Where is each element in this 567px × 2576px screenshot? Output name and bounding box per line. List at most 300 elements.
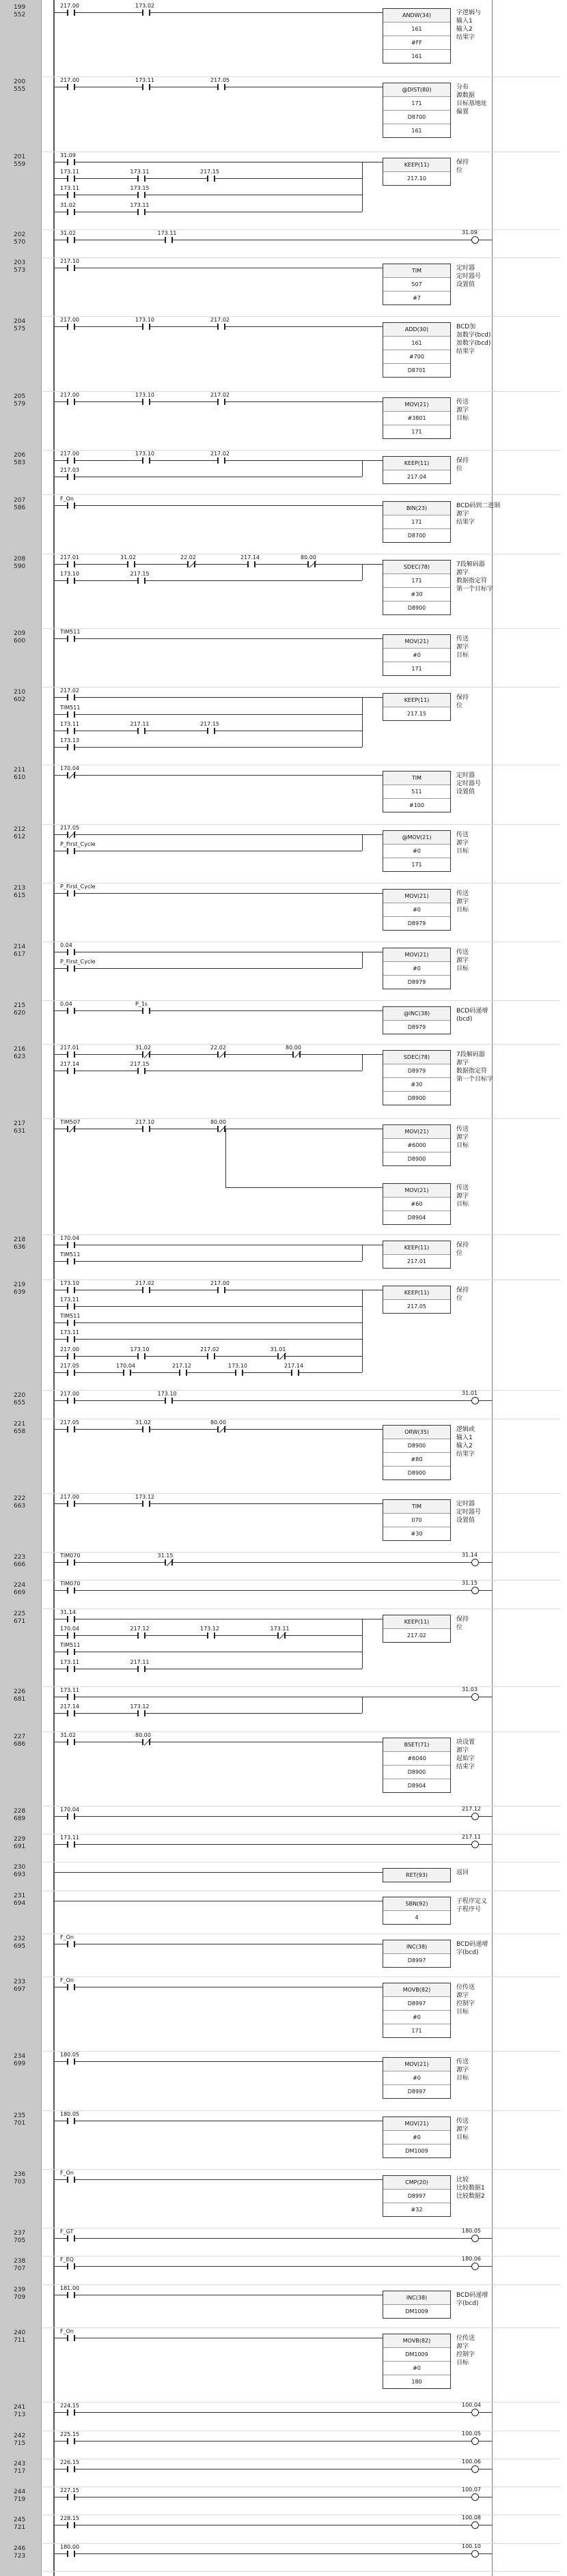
no-contact [67, 890, 75, 896]
instruction-block [383, 1615, 451, 1643]
rung-wire [55, 1816, 471, 1817]
instruction-operand: D8997 [407, 2089, 426, 2095]
rung-address: 669 [14, 1589, 26, 1597]
branch-wire [362, 162, 363, 212]
rung-number: 222 [14, 1495, 26, 1502]
no-contact [67, 324, 75, 330]
instruction-comment: 传送 [456, 831, 469, 838]
coil-label: 31.03 [462, 1686, 478, 1693]
output-coil [471, 1841, 479, 1848]
contact-label: 228.15 [60, 2515, 79, 2522]
rung-address: 552 [14, 12, 26, 18]
instruction-comment: 数据指定符 [456, 1067, 488, 1075]
ladder-rung [0, 1807, 567, 1835]
instruction-block [383, 397, 451, 439]
instruction-operand: #0 [383, 2362, 450, 2375]
nc-contact [217, 1126, 225, 1132]
instruction-comment: 传送 [456, 398, 469, 406]
instruction-operand: #6040 [383, 1752, 450, 1766]
instruction-block [383, 2057, 451, 2099]
instruction-operand: D8900 [407, 1155, 426, 1162]
nc-contact [187, 561, 195, 567]
no-contact [127, 561, 135, 567]
instruction-block [383, 889, 451, 931]
instruction-comment: 目标 [456, 414, 469, 422]
ladder-rung [0, 554, 567, 629]
output-coil [471, 2493, 479, 2501]
contact-label: 80.00 [286, 1044, 301, 1051]
instruction-operand: #30 [411, 1530, 423, 1537]
instruction-block [383, 1124, 451, 1166]
ladder-rung [0, 1835, 567, 1863]
instruction-block [383, 1738, 451, 1793]
instruction-operand: #7 [413, 295, 421, 302]
instruction-operand: 507 [383, 278, 450, 292]
rung-address: 615 [14, 892, 26, 899]
rung-address: 612 [14, 833, 26, 840]
ladder-rung [0, 2544, 567, 2572]
ladder-rung [0, 2170, 567, 2228]
contact-label: 217.15 [130, 1060, 150, 1067]
rung-address: 695 [14, 1942, 26, 1950]
instruction-operand: 217.02 [407, 1632, 426, 1639]
contact-label: 217.00 [60, 3, 79, 9]
instruction-block [383, 8, 451, 63]
contact-label: 217.05 [210, 77, 230, 84]
instruction-operand: 217.05 [407, 1303, 426, 1310]
rung-address: 663 [14, 1502, 26, 1510]
instruction-mnemonic: MOV(21) [383, 635, 450, 649]
rung-address: 586 [14, 504, 26, 511]
coil-label: 100.07 [462, 2487, 481, 2493]
no-contact [67, 1616, 75, 1622]
contact-label: 173.11 [130, 168, 150, 175]
instruction-comment: 子程序定义 [456, 1897, 488, 1905]
ladder-rung [0, 230, 567, 258]
instruction-operand: D8700 [383, 111, 450, 124]
rung-number: 199 [14, 4, 26, 11]
contact-label: 217.00 [60, 77, 79, 84]
branch-wire [362, 1245, 363, 1261]
instruction-operand: #100 [409, 802, 424, 809]
contact-label: 80.00 [135, 1731, 151, 1738]
instruction-block [383, 322, 451, 378]
instruction-comment: 输入1 [456, 18, 473, 25]
no-contact [67, 457, 75, 464]
no-contact [67, 399, 75, 405]
rung-address: 570 [14, 238, 26, 246]
rung-wire [55, 580, 362, 581]
coil-wire [479, 2266, 492, 2267]
ladder-rung [0, 688, 567, 765]
no-contact [67, 1353, 75, 1359]
instruction-comment: 位传送 [456, 2334, 475, 2342]
contact-label: 217.11 [130, 1658, 150, 1665]
no-contact [207, 1632, 215, 1639]
contact-label: 173.11 [60, 720, 79, 727]
rung-address: 658 [14, 1428, 26, 1435]
ladder-rung [0, 2256, 567, 2284]
nc-contact [217, 1426, 225, 1432]
coil-label: 217.12 [462, 1805, 481, 1812]
instruction-comment: 输入2 [456, 26, 473, 33]
rung-wire [55, 1339, 362, 1340]
coil-label: 31.09 [462, 229, 478, 236]
no-contact [67, 209, 75, 215]
rung-address: 583 [14, 459, 26, 466]
contact-label: 217.00 [60, 391, 79, 398]
instruction-operand: 171 [383, 97, 450, 111]
contact-label: 217.02 [135, 1279, 154, 1286]
instruction-comment: 目标 [456, 847, 469, 855]
instruction-comment: 定时器号 [456, 780, 482, 788]
instruction-mnemonic: MOV(21) [383, 2058, 450, 2071]
contact-label: 217.00 [60, 1346, 79, 1353]
no-contact [67, 1370, 75, 1376]
rung-wire [55, 1306, 362, 1307]
contact-label: 173.11 [60, 1835, 79, 1841]
rung-wire [55, 1590, 471, 1591]
instruction-comment: 结果字 [456, 348, 475, 356]
ladder-rung [0, 1863, 567, 1891]
instruction-mnemonic: SDEC(78) [383, 1051, 450, 1064]
instruction-operand: #0 [383, 845, 450, 858]
rung-address: 617 [14, 951, 26, 959]
contact-label: 217.00 [210, 1279, 230, 1286]
contact-label: 173.15 [130, 185, 150, 192]
rung-address: 691 [14, 1843, 26, 1851]
contact-label: 170.04 [60, 1626, 79, 1632]
instruction-comment: 第一个目标字 [456, 1075, 494, 1083]
no-contact [67, 1320, 75, 1326]
no-contact [67, 561, 75, 567]
instruction-mnemonic: MOVB(82) [383, 2334, 450, 2348]
instruction-comment: 目标 [456, 906, 469, 914]
no-contact [67, 2118, 75, 2124]
branch-wire [225, 1129, 226, 1187]
rung-number: 246 [14, 2545, 26, 2552]
no-contact [67, 1051, 75, 1058]
instruction-comment: 源字 [456, 510, 469, 518]
instruction-operand: 171 [411, 2028, 422, 2035]
output-coil [471, 1587, 479, 1594]
contact-label: 217.10 [135, 1118, 154, 1125]
rung-address: 573 [14, 267, 26, 274]
coil-label: 180.05 [462, 2228, 481, 2235]
no-contact [235, 1370, 243, 1376]
instruction-comment: 比较 [456, 2176, 469, 2183]
contact-label: 217.01 [60, 554, 79, 561]
output-coil [471, 2437, 479, 2445]
instruction-comment: 目标 [456, 2075, 469, 2082]
contact-label: 22.02 [180, 554, 196, 561]
instruction-block [383, 501, 451, 543]
branch-wire [362, 1290, 363, 1372]
no-contact [142, 399, 150, 405]
contact-label: 173.11 [60, 1329, 79, 1336]
instruction-comment: 源字 [456, 957, 469, 965]
coil-wire [479, 1562, 492, 1563]
contact-label: 31.02 [135, 1419, 151, 1426]
instruction-comment: 目标 [456, 1201, 469, 1208]
rung-address: 717 [14, 2467, 26, 2475]
instruction-block [383, 1499, 451, 1541]
instruction-operand: #6000 [383, 1139, 450, 1152]
instruction-mnemonic: KEEP(11) [383, 158, 450, 172]
rung-number: 244 [14, 2489, 26, 2496]
no-contact [67, 1559, 75, 1566]
instruction-mnemonic: @MOV(21) [383, 831, 450, 845]
no-contact [217, 457, 225, 464]
contact-label: F_EQ [60, 2256, 74, 2263]
coil-label: 100.08 [462, 2515, 481, 2521]
rung-wire [55, 775, 383, 776]
rung-address: 681 [14, 1695, 26, 1703]
no-contact [179, 1370, 187, 1376]
instruction-operand: D8701 [407, 367, 426, 374]
instruction-operand: 217.01 [407, 1258, 426, 1264]
instruction-mnemonic: TIM [383, 264, 450, 278]
coil-label: 31.15 [462, 1580, 478, 1587]
instruction-comment: 目标 [456, 1142, 469, 1149]
branch-wire [362, 697, 363, 747]
coil-label: 100.10 [462, 2543, 481, 2549]
instruction-comment: 传送 [456, 1185, 469, 1192]
nc-contact [292, 1051, 301, 1058]
ladder-rung [0, 2487, 567, 2515]
rung-address: 559 [14, 160, 26, 168]
contact-label: 170.04 [60, 765, 79, 772]
instruction-operand: 161 [411, 53, 422, 59]
rung-address: 697 [14, 1986, 26, 1994]
instruction-comment: BCD加 [456, 324, 476, 331]
contact-label: 217.14 [60, 1060, 79, 1067]
rung-number: 237 [14, 2230, 26, 2237]
ladder-rung [0, 496, 567, 554]
rung-number: 238 [14, 2258, 26, 2265]
instruction-comment: 目标基地址 [456, 100, 488, 108]
rung-number: 201 [14, 153, 26, 160]
instruction-operand: #0 [383, 649, 450, 662]
rung-wire [55, 2266, 471, 2267]
rung-address: 713 [14, 2411, 26, 2419]
instruction-comment: BCD码递增 [456, 1940, 488, 1948]
instruction-mnemonic: MOV(21) [383, 1184, 450, 1198]
no-contact [67, 2466, 75, 2472]
instruction-comment: 目标 [456, 652, 469, 660]
contact-label: 217.15 [200, 720, 219, 727]
ladder-rung [0, 1687, 567, 1732]
instruction-operand: 180 [411, 2378, 422, 2385]
rung-number: 206 [14, 451, 26, 459]
contact-label: 180.00 [60, 2543, 79, 2550]
instruction-comment: 源字 [456, 898, 469, 905]
rung-address: 707 [14, 2265, 26, 2273]
contact-label: 173.10 [60, 1279, 79, 1286]
no-contact [67, 84, 75, 90]
nc-contact [142, 1739, 150, 1745]
rung-number: 234 [14, 2053, 26, 2061]
instruction-mnemonic: ORW(35) [383, 1426, 450, 1439]
rung-address: 694 [14, 1899, 26, 1907]
no-contact [207, 175, 215, 182]
instruction-comment: 源字 [456, 406, 469, 414]
contact-label: TIM511 [60, 1642, 81, 1649]
contact-label: 217.00 [60, 317, 79, 324]
instruction-comment: 源数据 [456, 92, 475, 100]
instruction-mnemonic: KEEP(11) [383, 1615, 450, 1629]
contact-label: TIM507 [60, 1118, 81, 1125]
contact-label: 173.11 [60, 1686, 79, 1693]
no-contact [137, 728, 146, 734]
contact-label: 217.11 [130, 720, 150, 727]
rung-address: 655 [14, 1400, 26, 1407]
instruction-comment: 目标 [456, 2134, 469, 2141]
contact-label: 173.11 [60, 185, 79, 192]
rung-number: 229 [14, 1836, 26, 1843]
rung-address: 703 [14, 2178, 26, 2185]
instruction-mnemonic: KEEP(11) [383, 457, 450, 470]
rung-wire [55, 1010, 383, 1011]
no-contact [247, 561, 255, 567]
instruction-mnemonic: ANDW(34) [383, 9, 450, 23]
rung-wire [55, 1872, 383, 1873]
rung-wire [55, 2179, 383, 2180]
rung-address: 715 [14, 2439, 26, 2447]
rung-wire [55, 505, 383, 506]
instruction-mnemonic: MOVB(82) [383, 1983, 450, 1997]
contact-label: P_First_Cycle [60, 959, 96, 965]
instruction-mnemonic: MOV(21) [383, 398, 450, 412]
no-contact [67, 2335, 75, 2341]
instruction-comment: 设置值 [456, 789, 475, 796]
output-coil [471, 1813, 479, 1820]
no-contact [142, 1426, 150, 1432]
no-contact [137, 1068, 146, 1074]
rung-number: 220 [14, 1392, 26, 1400]
rung-number: 245 [14, 2517, 26, 2524]
rung-wire [55, 968, 362, 969]
contact-label: 0.04 [60, 1001, 72, 1008]
contact-label: 180.05 [60, 2110, 79, 2117]
ladder-rung [0, 258, 567, 317]
instruction-comment: 传送 [456, 1125, 469, 1133]
no-contact [67, 2292, 75, 2298]
rung-wire [55, 1372, 362, 1373]
contact-label: 217.00 [60, 1391, 79, 1398]
instruction-operand: #0 [383, 2131, 450, 2145]
instruction-comment: 控制字 [456, 2351, 475, 2358]
contact-label: 173.11 [60, 168, 79, 175]
contact-label: 0.04 [60, 942, 72, 949]
no-contact [67, 1739, 75, 1745]
rung-wire [55, 2553, 471, 2554]
rung-number: 242 [14, 2432, 26, 2439]
instruction-block [383, 1940, 451, 1968]
contact-label: 217.12 [172, 1363, 191, 1370]
rung-wire [55, 1261, 362, 1262]
contact-label: 31.02 [135, 1044, 151, 1051]
rung-address: 686 [14, 1740, 26, 1748]
no-contact [142, 84, 150, 90]
ladder-rung [0, 77, 567, 152]
contact-label: 217.00 [60, 1493, 79, 1500]
rung-wire [55, 2238, 471, 2239]
no-contact [67, 1008, 75, 1014]
no-contact [67, 1068, 75, 1074]
instruction-comment: 7段解码器 [456, 561, 485, 568]
instruction-comment: 保持 [456, 1286, 469, 1294]
contact-label: F_On [60, 2169, 74, 2176]
instruction-comment: 逻辑或 [456, 1426, 475, 1433]
contact-label: 225.15 [60, 2431, 79, 2437]
ladder-rung [0, 1934, 567, 1977]
no-contact [137, 209, 146, 215]
instruction-operand: #0 [383, 903, 450, 917]
contact-label: 217.02 [60, 688, 79, 694]
rung-number: 217 [14, 1120, 26, 1127]
instruction-block [383, 83, 451, 138]
rung-number: 213 [14, 884, 26, 892]
instruction-comment: 传送 [456, 2058, 469, 2066]
ladder-rung [0, 1891, 567, 1934]
no-contact [67, 2438, 75, 2444]
instruction-operand: 171 [383, 515, 450, 529]
no-contact [67, 1841, 75, 1848]
contact-label: TIM511 [60, 1251, 81, 1258]
nc-contact [165, 1559, 173, 1566]
instruction-comment: 位传送 [456, 1984, 475, 1992]
instruction-comment: 源字 [456, 1133, 469, 1141]
no-contact [67, 578, 75, 584]
instruction-block [383, 158, 451, 186]
no-contact [67, 1242, 75, 1248]
ladder-rung [0, 765, 567, 824]
instruction-comment: 比较数据1 [456, 2184, 485, 2192]
instruction-operand: D8700 [407, 532, 426, 539]
instruction-operand: D8997 [407, 1957, 426, 1964]
instruction-comment: 输入1 [456, 1434, 473, 1441]
no-contact [142, 10, 150, 16]
no-contact [67, 265, 75, 271]
no-contact [142, 1287, 150, 1293]
instruction-comment: 第一个目标字 [456, 585, 494, 593]
instruction-mnemonic: TIM [383, 1500, 450, 1514]
instruction-comment: 源字 [456, 2125, 469, 2133]
ladder-rung [0, 2052, 567, 2110]
instruction-mnemonic: MOV(21) [383, 2117, 450, 2131]
rung-wire [55, 1503, 383, 1504]
contact-label: F_On [60, 2327, 74, 2334]
rung-number: 210 [14, 689, 26, 696]
instruction-block [383, 1425, 451, 1480]
rung-address: 705 [14, 2237, 26, 2245]
instruction-mnemonic: RET(93) [383, 1869, 450, 1882]
instruction-mnemonic: @DIST(80) [383, 83, 450, 97]
instruction-comment: (bcd) [456, 1016, 473, 1023]
rung-number: 200 [14, 79, 26, 86]
coil-label: 180.06 [462, 2256, 481, 2263]
rung-address: 610 [14, 774, 26, 782]
instruction-operand: 217.10 [407, 175, 426, 182]
instruction-operand: 511 [383, 785, 450, 799]
contact-label: TIM511 [60, 1313, 81, 1320]
instruction-mnemonic: BSET(71) [383, 1738, 450, 1752]
rung-address: 602 [14, 696, 26, 704]
instruction-operand: 171 [411, 428, 422, 435]
no-contact [207, 728, 215, 734]
rung-wire [55, 1713, 362, 1714]
